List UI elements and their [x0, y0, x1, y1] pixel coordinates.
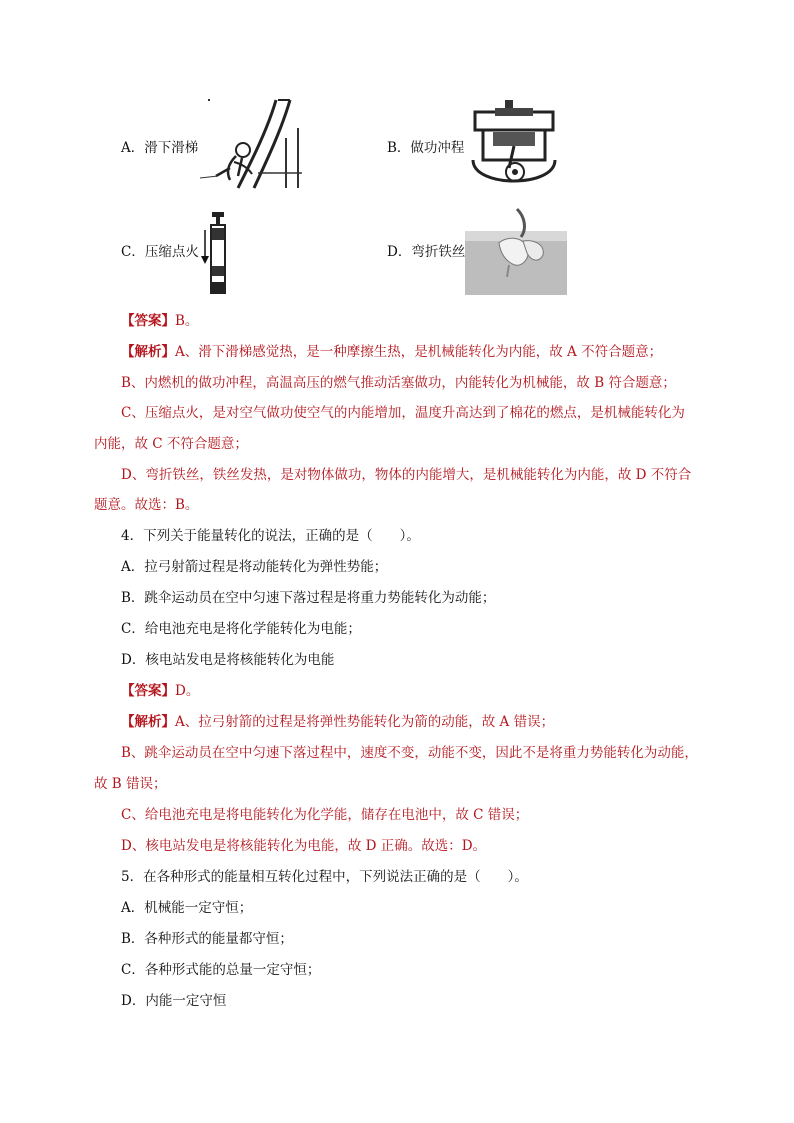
q5-option-c: C．各种形式能的总量一定守恒； [121, 962, 321, 978]
option-a-label: A．滑下滑梯 [121, 140, 199, 156]
q4-option-b: B．跳伞运动员在空中匀速下落过程是将重力势能转化为动能； [121, 590, 496, 606]
q3-analysis-line-6: 题意。故选：B。 [94, 497, 199, 513]
option-d-label: D．弯折铁丝 [387, 244, 466, 260]
q3-answer [121, 311, 198, 331]
slide-figure [198, 98, 308, 190]
answer-value: B。 [175, 313, 199, 329]
q5-stem: 5．在各种形式的能量相互转化过程中，下列说法正确的是（ ）。 [121, 869, 528, 885]
q4-analysis-line-1 [121, 712, 554, 732]
compression-ignition-figure [198, 210, 238, 296]
q3-analysis-line-5: D、弯折铁丝，铁丝发热，是对物体做功，物体的内能增大，是机械能转化为内能，故 D 不符合 [121, 467, 692, 483]
q4-option-a: A．拉弓射箭过程是将动能转化为弹性势能； [121, 559, 388, 575]
q3-analysis-line-3: C、压缩点火，是对空气做功使空气的内能增加，温度升高达到了棉花的燃点，是机械能转化为 [121, 405, 685, 421]
q4-analysis-line-3: 故 B 错误； [94, 776, 167, 792]
q3-analysis-line-1 [121, 342, 662, 362]
q4-analysis-line-4: C、给电池充电是将电能转化为化学能，储存在电池中，故 C 错误； [121, 807, 529, 823]
answer-value: D。 [175, 683, 200, 699]
analysis-tag: 【解析】 [121, 344, 175, 360]
analysis-text: A、滑下滑梯感觉热，是一种摩擦生热，是机械能转化为内能，故 A 不符合题意； [175, 344, 663, 360]
bent-wire-figure [465, 207, 567, 295]
q4-option-d: D．核电站发电是将核能转化为电能 [121, 652, 335, 668]
q5-option-a: A．机械能一定守恒； [121, 900, 253, 916]
q3-analysis-line-2: B、内燃机的做功冲程，高温高压的燃气推动活塞做功，内能转化为机械能，故 B 符合题意； [121, 375, 676, 391]
analysis-tag: 【解析】 [121, 714, 175, 730]
engine-stroke-figure [465, 98, 563, 192]
q4-answer [121, 681, 199, 701]
option-b-label: B．做功冲程 [387, 140, 465, 156]
q3-analysis-line-4: 内能，故 C 不符合题意； [94, 436, 248, 452]
q4-analysis-line-5: D、核电站发电是将核能转化为电能，故 D 正确。故选：D。 [121, 838, 487, 854]
q5-option-d: D．内能一定守恒 [121, 993, 227, 1009]
analysis-text: A、拉弓射箭的过程是将弹性势能转化为箭的动能，故 A 错误； [175, 714, 555, 730]
option-c-label: C．压缩点火 [121, 244, 199, 260]
q4-analysis-line-2: B、跳伞运动员在空中匀速下落过程中，速度不变，动能不变，因此不是将重力势能转化为动能， [121, 745, 698, 761]
answer-tag: 【答案】 [121, 683, 175, 699]
answer-tag: 【答案】 [121, 313, 175, 329]
q5-option-b: B．各种形式的能量都守恒； [121, 931, 293, 947]
q4-option-c: C．给电池充电是将化学能转化为电能； [121, 621, 361, 637]
q4-stem: 4．下列关于能量转化的说法，正确的是（ ）。 [121, 528, 420, 544]
